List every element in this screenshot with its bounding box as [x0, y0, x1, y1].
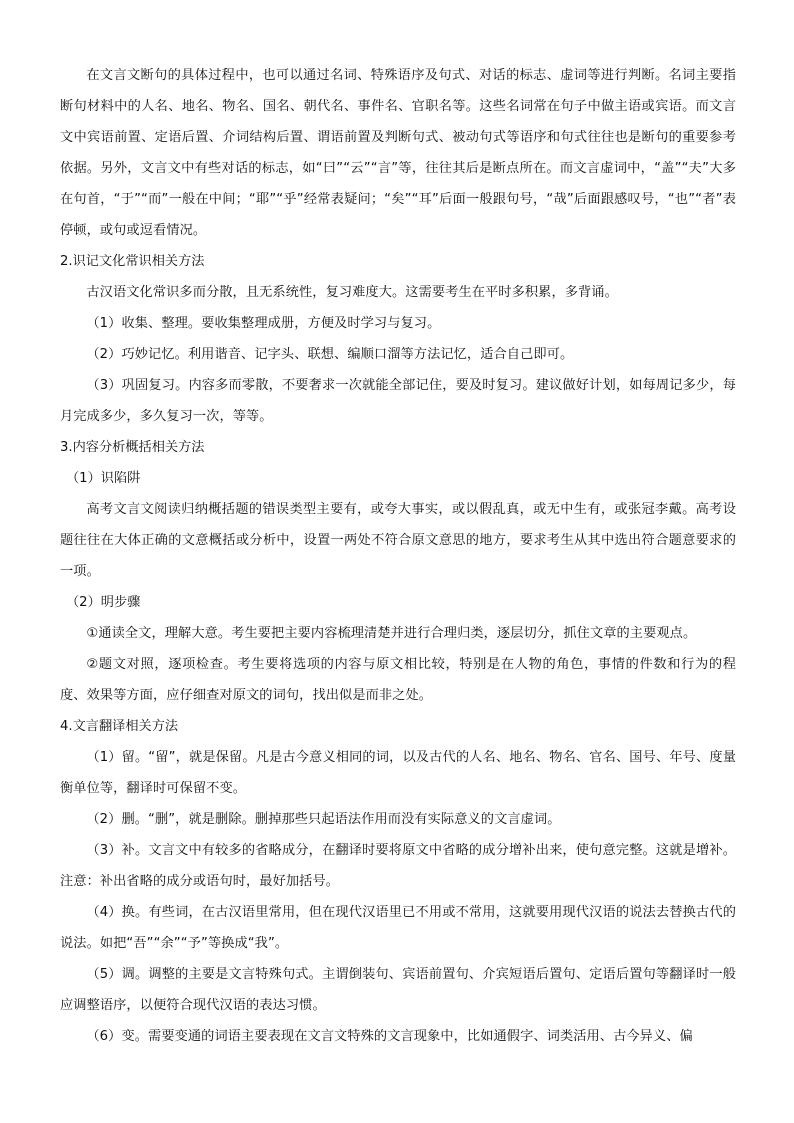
paragraph-translation-replace: （4）换。有些词，在古汉语里常用，但在现代汉语里已不用或不常用，这就要用现代汉语的说法去替换古代的说法。如把“吾”“余”“予”等换成“我”。 — [60, 905, 736, 951]
section-heading-translation: 4.文言翻译相关方法 — [60, 719, 179, 734]
paragraph-translation-change: （6）变。需要变通的词语主要表现在文言文特殊的文言现象中，比如通假字、词类活用、古今异义、偏 — [86, 1029, 693, 1044]
paragraph-translation-delete: （2）删。“删”，就是删除。删掉那些只起语法作用而没有实际意义的文言虚词。 — [86, 812, 561, 827]
paragraph-translation-keep: （1）留。“留”，就是保留。凡是古今意义相同的词，以及古代的人名、地名、物名、官名、国号、年号、度量衡单位等，翻译时可保留不变。 — [60, 750, 736, 796]
paragraph-sentence-breaking: 在文言文断句的具体过程中，也可以通过名词、特殊语序及句式、对话的标志、虚词等进行判断。名词主要指断句材料中的人名、地名、物名、国名、朝代名、事件名、官职名等。这些名词常在句子中做主语或宾语。而文言文中宾语前置、定语后置、介词结构后置、谓语前置及判断句式、被动句式等语序和句式往往也是断句的重要参考依据。另外，文言文中有些对话的标志，如“曰”“云”“言”等，往往其后是断点所在。而文言虚词中，“盖”“夫”大多在句首，“于”“而”一般在中间；“耶”“乎”经常表疑问；“矣”“耳”后面一般跟句号，“哉”后面跟感叹号，“也”“者”表停顿，或句或逗看情况。 — [60, 68, 736, 238]
paragraph-culture-memorize: （2）巧妙记忆。利用谐音、记字头、联想、编顺口溜等方法记忆，适合自己即可。 — [86, 347, 574, 362]
subheading-steps: （2）明步骤 — [66, 595, 141, 610]
paragraph-translation-adjust: （5）调。调整的主要是文言特殊句式。主谓倒装句、宾语前置句、介宾短语后置句、定语后置句等翻译时一般应调整语序，以便符合现代汉语的表达习惯。 — [60, 967, 736, 1013]
paragraph-translation-supplement: （3）补。文言文中有较多的省略成分，在翻译时要将原文中省略的成分增补出来，使句意完整。这就是增补。注意：补出省略的成分或语句时，最好加括号。 — [60, 843, 736, 889]
paragraph-traps: 高考文言文阅读归纳概括题的错误类型主要有，或夸大事实，或以假乱真，或无中生有，或张冠李戴。高考设题往往在大体正确的文意概括或分析中，设置一两处不符合原文意思的地方，要求考生从其中选出符合题意要求的一项。 — [60, 502, 736, 579]
paragraph-step-one: ①通读全文，理解大意。考生要把主要内容梳理清楚并进行合理归类，逐层切分，抓住文章的主要观点。 — [86, 626, 697, 641]
section-heading-analysis: 3.内容分析概括相关方法 — [60, 440, 205, 455]
paragraph-culture-collect: （1）收集、整理。要收集整理成册，方便及时学习与复习。 — [86, 316, 441, 331]
paragraph-culture-review: （3）巩固复习。内容多而零散，不要奢求一次就能全部记住，要及时复习。建议做好计划，如每周记多少，每月完成多少，多久复习一次，等等。 — [60, 378, 736, 424]
subheading-traps: （1）识陷阱 — [66, 471, 141, 486]
paragraph-step-two: ②题文对照，逐项检查。考生要将选项的内容与原文相比较，特别是在人物的角色，事情的件数和行为的程度、效果等方面，应仔细查对原文的词句，找出似是而非之处。 — [60, 657, 736, 703]
section-heading-culture: 2.识记文化常识相关方法 — [60, 254, 205, 269]
document-body — [60, 60, 736, 1052]
paragraph-culture-intro: 古汉语文化常识多而分散，且无系统性，复习难度大。这需要考生在平时多积累，多背诵。 — [86, 285, 618, 300]
